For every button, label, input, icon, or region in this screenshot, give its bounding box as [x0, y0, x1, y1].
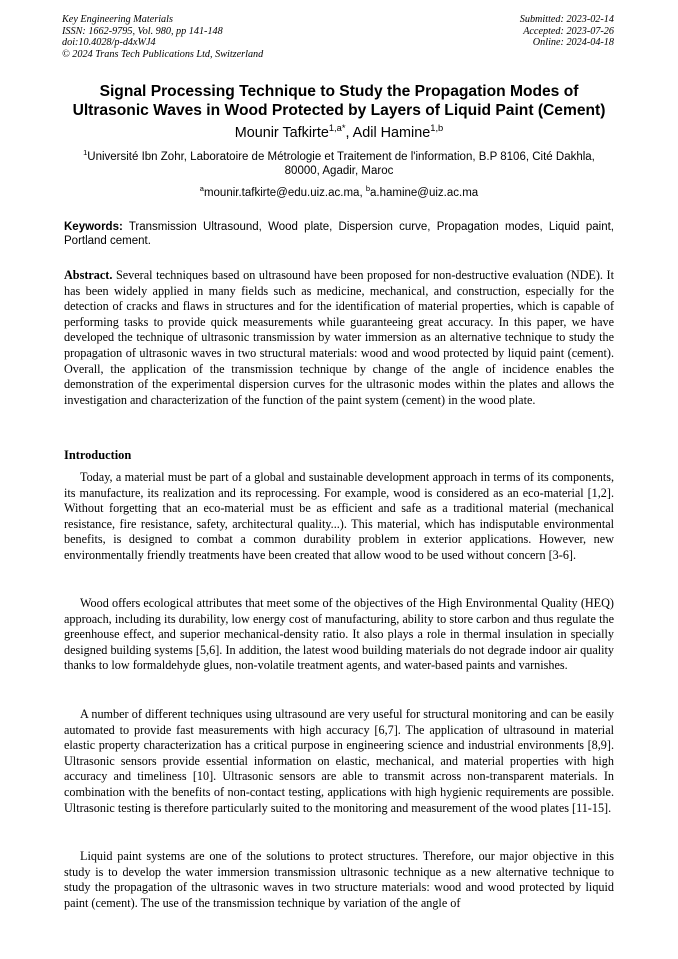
abstract-text: Several techniques based on ultrasound have been proposed for non-destructive evaluation (NDE). It has been widely applied in many fields such as medicine, mechanical, and construction, especially for the detection of cracks and flaws in structures and for the identification of material properties, which is capable of performing tasks to provide quick measurements while guaranteeing great accuracy. In this paper, we have developed the technique of ultrasonic transmission by water immersion as an alternative technique to study the propagation of ultrasonic waves in two structural materials: wood and wood protected by liquid paint (cement). Overall, the application of the transmission technique by change of the angle of incidence enables the demonstration of the experimental dispersion curves for the ultrasonic modes within the plates and allows the investigation and characterization of the function of the paint system (cement) in the wood plate. — [64, 268, 614, 407]
affiliation-text: Université Ibn Zohr, Laboratoire de Métrologie et Traitement de l'information, B.P 8106, Cité Dakhla, 80000, Agadir, Maroc — [87, 151, 595, 178]
email-a-marker: a — [199, 184, 204, 194]
keywords-text: Transmission Ultrasound, Wood plate, Dispersion curve, Propagation modes, Liquid paint, Portland cement. — [64, 221, 614, 248]
author-separator: , — [345, 125, 353, 141]
submission-dates — [520, 14, 614, 49]
intro-paragraph-4: Liquid paint systems are one of the solutions to protect structures. Therefore, our major objective in this study is to develop the water immersion transmission ultrasonic technique as a new alternative technique to study the propagation of the ultrasonic waves in two structure materials: wood and wood protected by liquid paint (cement). The use of the transmission technique by variation of the angle of — [64, 849, 614, 910]
author-1: Mounir Tafkirte — [234, 125, 329, 141]
submitted-date: Submitted: 2023-02-14 — [519, 14, 614, 25]
author-2: Adil Hamine — [352, 125, 431, 141]
email-b-marker: b — [365, 184, 370, 194]
intro-paragraph-2: Wood offers ecological attributes that meet some of the objectives of the High Environmental Quality (HEQ) approach, including its durability, low energy cost of manufacturing, ability to store carbon and thus regulate the greenhouse effect, and superior mechanical-density ratio. It also plays a role in thermal insulation in specially designed building systems [5,6]. In addition, the latest wood building materials do not degrade indoor air quality thanks to low formaldehyde glues, non-volatile treatment agents, and water-based paints and varnishes. — [64, 596, 614, 673]
intro-paragraph-1: Today, a material must be part of a global and sustainable development approach in terms of its components, its manufacture, its realization and its reprocessing. For example, wood is considered as an eco-material [1,2]. Without forgetting that an eco-material must be as efficient and safe as a traditional material (mechanical resistance, fire resistance, safety, architectural quality...). This material, which has indisputable environmental benefits, is designed to combat a common durability problem in exterior applications. However, new environmentally friendly treatments have been created that allow wood to be used without concern [3-6]. — [64, 470, 614, 562]
journal-name: Key Engineering Materials — [62, 14, 173, 25]
online-date: Online: 2024-04-18 — [532, 37, 614, 49]
doi: doi:10.4028/p-d4xWJ4 — [62, 37, 156, 49]
paper-title — [40, 82, 638, 120]
copyright: © 2024 Trans Tech Publications Ltd, Switzerland — [62, 48, 264, 60]
accepted-date: Accepted: 2023-07-26 — [523, 25, 614, 37]
abstract — [64, 268, 614, 408]
abstract-label: Abstract. — [64, 268, 113, 282]
affiliation — [70, 150, 608, 179]
introduction-heading: Introduction — [64, 448, 132, 462]
title-line-2: Ultrasonic Waves in Wood Protected by Layers of Liquid Paint (Cement) — [72, 102, 606, 119]
keywords — [64, 220, 614, 249]
author-list — [40, 124, 638, 142]
intro-paragraph-3: A number of different techniques using ultrasound are very useful for structural monitoring and can be easily automated to provide fast measurements with high accuracy [6,7]. The application of ultrasound in material elastic property characterization has a critical purpose in engineering science and industrial environments [8,9]. Ultrasonic sensors provide essential information on elastic, mechanical, and material properties with high accuracy and timeliness [10]. Ultrasonic sensors are able to transmit across non-transparent materials. In combination with the benefits of non-contact testing, applications with high hygienic requirements are possible. Ultrasonic testing is therefore particularly suited to the monitoring and measurement of the wood plates [11-15]. — [64, 707, 614, 815]
email-b[interactable]: a.hamine@uiz.ac.ma — [370, 187, 479, 199]
email-a[interactable]: mounir.tafkirte@edu.uiz.ac.ma, — [203, 187, 366, 199]
journal-issn: ISSN: 1662-9795, Vol. 980, pp 141-148 — [62, 25, 223, 37]
title-line-1: Signal Processing Technique to Study the Propagation Modes of — [99, 83, 579, 100]
keywords-label: Keywords: — [64, 221, 123, 233]
affiliation-marker: 1 — [83, 148, 88, 158]
author-emails — [40, 186, 638, 200]
journal-info — [62, 14, 263, 60]
author-1-affil: 1,a* — [328, 123, 346, 134]
author-2-affil: 1,b — [430, 123, 444, 134]
